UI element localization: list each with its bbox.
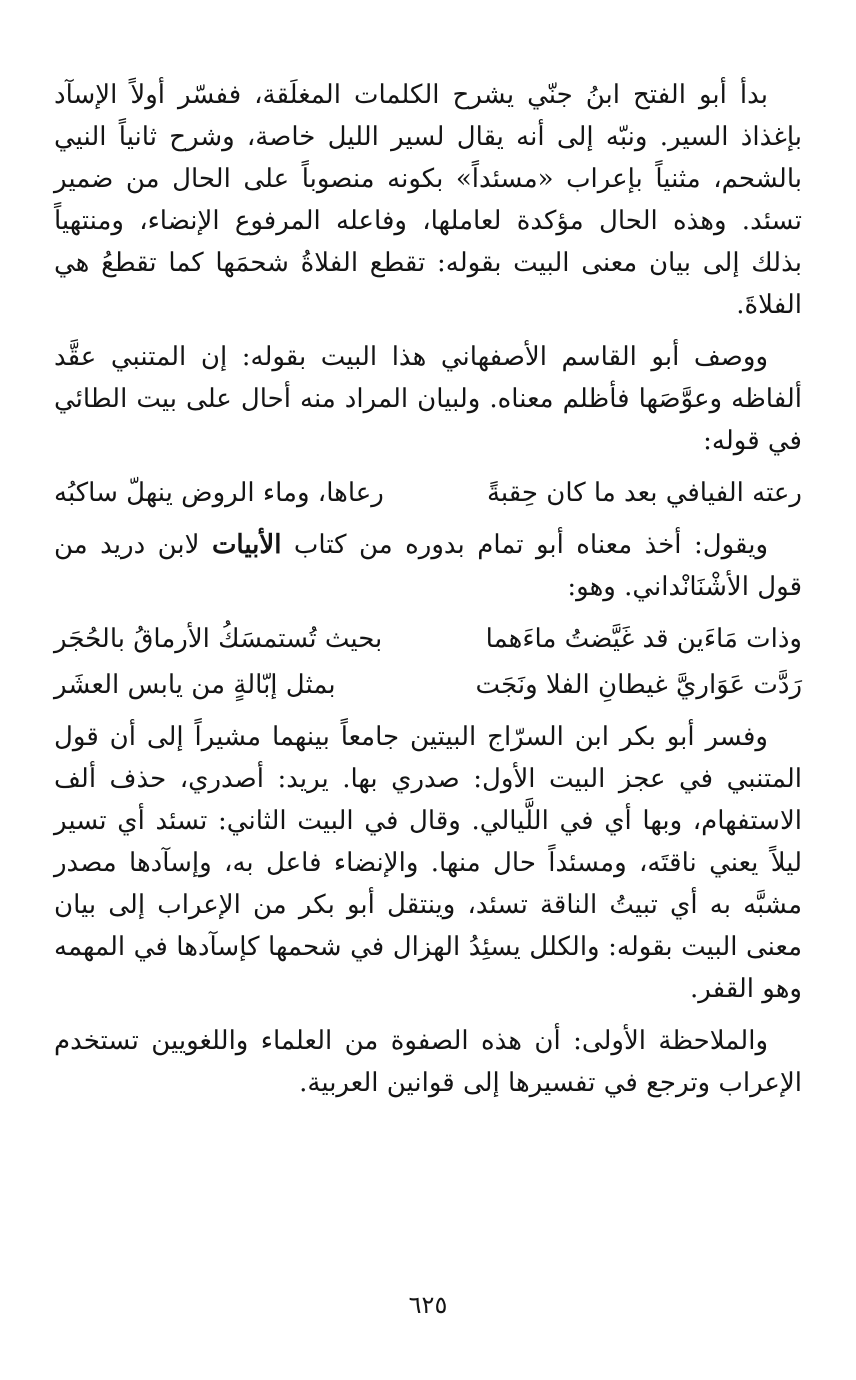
paragraph-4-text: وفسر أبو بكر ابن السرّاج البيتين جامعاً بينهما مشيراً إلى أن قول المتنبي في عجز البيت الأول: صدري بها. يريد: أصدري، حذف ألف الاستفهام، وبها أي في اللَّيالي. وقال في البيت الثاني: تسئد أي تسير ليلاً يعني ناقتَه، ومسئداً حال منها. والإنضاء فاعل به، وإسآدها مصدر مشبَّه به أي تبيتُ الناقة تسئد، وينتقل أبو بكر من الإعراب إلى بيان معنى البيت بقوله: والكلل يسئِدُ الهزال في شحمها كإسآدها في المهمه وهو القفر. [54,722,802,1004]
verse-3-first-hemistich: رَدَّت عَوَاريَّ غيطانِ الفلا ونَجَت [475,670,802,700]
verse-line-2 [54,618,802,660]
paragraph-3 [54,524,802,608]
paragraph-5 [54,1020,802,1104]
paragraph-5-text: والملاحظة الأولى: أن هذه الصفوة من العلماء واللغويين تستخدم الإعراب وترجع في تفسيرها إلى قوانين العربية. [54,1026,802,1098]
paragraph-1-text: بدأ أبو الفتح ابنُ جنّي يشرح الكلمات المغلَقة، ففسّر أولاً الإسآد بإغذاذ السير. ونبّه إلى أنه يقال لسير الليل خاصة، وشرح ثانياً النيي بالشحم، مثنياً بإعراب «مسئداً» بكونه منصوباً على الحال من ضمير تسئد. وهذه الحال مؤكدة لعاملها، وفاعله المرفوع الإنضاء، ومنتهياً بذلك إلى بيان معنى البيت بقوله: تقطع الفلاةُ شحمَها كما تقطعُ هي الفلاةَ. [54,80,802,320]
verse-2-second-hemistich: بحيث تُستمسَكُ الأرماقُ بالحُجَر [54,624,383,654]
verse-3-second-hemistich: بمثل إبّالةٍ من يابس العشَر [54,670,336,700]
paragraph-3-text-before: ويقول: أخذ معناه أبو تمام بدوره من كتاب [281,530,768,560]
verse-1-first-hemistich: رعته الفيافي بعد ما كان حِقبةً [486,478,802,508]
verse-line-1 [54,472,802,514]
paragraph-4 [54,716,802,1010]
paragraph-3-text-after: لابن دريد من قول الأشْنَانْداني. وهو: [54,530,802,602]
verse-line-3 [54,664,802,706]
verse-block-2 [54,618,802,706]
paragraph-2-text: ووصف أبو القاسم الأصفهاني هذا البيت بقوله: إن المتنبي عقَّد ألفاظه وعوَّصَها فأظلم معناه. ولبيان المراد منه أحال على بيت الطائي في قوله: [54,342,802,456]
book-title-al-abyat: الأبيات [211,530,282,560]
verse-1-second-hemistich: رعاها، وماء الروض ينهلّ ساكبُه [54,478,384,508]
paragraph-1 [54,74,802,326]
paragraph-2 [54,336,802,462]
verse-block-1 [54,472,802,514]
page-number: ٦٢٥ [408,1291,448,1319]
verse-2-first-hemistich: وذات مَاءَين قد غَيَّضتُ ماءَهما [485,624,802,654]
